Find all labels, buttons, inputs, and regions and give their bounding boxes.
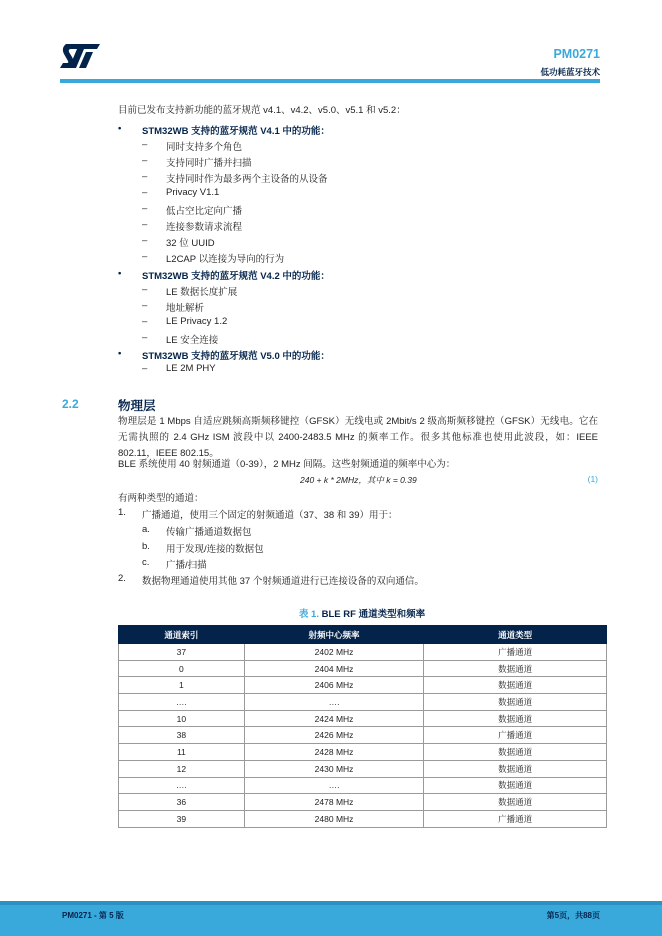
table-header-row (119, 626, 607, 644)
header-rule (60, 79, 600, 83)
footer-doc-revision: PM0271 - 第 5 版 (62, 911, 124, 920)
st-logo (60, 44, 100, 68)
channel-types-intro: 有两种类型的通道： (118, 493, 204, 504)
table-row: 36 2478 MHz 数据通道 (119, 794, 607, 811)
table-caption (118, 606, 606, 620)
table-row: 1 2406 MHz 数据通道 (119, 677, 607, 694)
table-row: 12 2430 MHz 数据通道 (119, 760, 607, 777)
table-row: …. …. 数据通道 (119, 777, 607, 794)
footer-band (0, 901, 662, 905)
intro-text: 目前已发布支持新功能的蓝牙规范 v4.1、v4.2、v5.0、v5.1 和 v5.2： (118, 105, 406, 116)
section-number: 2.2 (62, 397, 79, 411)
physical-layer-paragraph: 物理层是 1 Mbps 自适应跳频高斯频移键控（GFSK）无线电或 2Mbit/s 2 级高斯频移键控（GFSK）无线电。它在无需执照的 2.4 GHz ISM 波段中以 2400-2483.5 MHz 的频率工作。很多其他标准也使用此波段，如：IEEE 802.11，IEEE 802.15。 (118, 416, 598, 459)
table-row: 38 2426 MHz 广播通道 (119, 727, 607, 744)
doc-subtitle: 低功耗蓝牙技术 (540, 67, 600, 77)
bullet-icon: • (118, 123, 122, 134)
feature-group-title: STM32WB 支持的蓝牙规范 V4.2 中的功能： (142, 271, 330, 282)
channels-paragraph: BLE 系统使用 40 射频通道（0-39），2 MHz 间隔。这些射频通道的频率中心为： (118, 459, 456, 470)
column-header: 通道索引 (119, 626, 245, 644)
equation: 240 + k * 2MHz，其中 k = 0.39 (300, 475, 417, 485)
bullet-icon: • (118, 348, 122, 359)
table-row: 0 2404 MHz 数据通道 (119, 660, 607, 677)
feature-group-title: STM32WB 支持的蓝牙规范 V5.0 中的功能： (142, 351, 330, 362)
column-header: 射频中心频率 (244, 626, 424, 644)
table-row: 10 2424 MHz 数据通道 (119, 710, 607, 727)
table-row: …. …. 数据通道 (119, 694, 607, 711)
table-caption-prefix: 表 1. (298, 609, 319, 620)
equation-number: (1) (587, 474, 598, 484)
feature-group-title: STM32WB 支持的蓝牙规范 V4.1 中的功能： (142, 126, 330, 137)
page-footer (0, 901, 662, 936)
table-row: 39 2480 MHz 广播通道 (119, 810, 607, 827)
footer-page-number: 第5页，共88页 (546, 911, 600, 920)
section-title: 物理层 (118, 399, 156, 413)
doc-id: PM0271 (553, 47, 600, 61)
rf-channel-table (118, 625, 607, 828)
bullet-icon: • (118, 268, 122, 279)
column-header: 通道类型 (424, 626, 607, 644)
table-row: 37 2402 MHz 广播通道 (119, 644, 607, 661)
table-caption-text: BLE RF 通道类型和频率 (321, 609, 426, 620)
table-row: 11 2428 MHz 数据通道 (119, 744, 607, 761)
